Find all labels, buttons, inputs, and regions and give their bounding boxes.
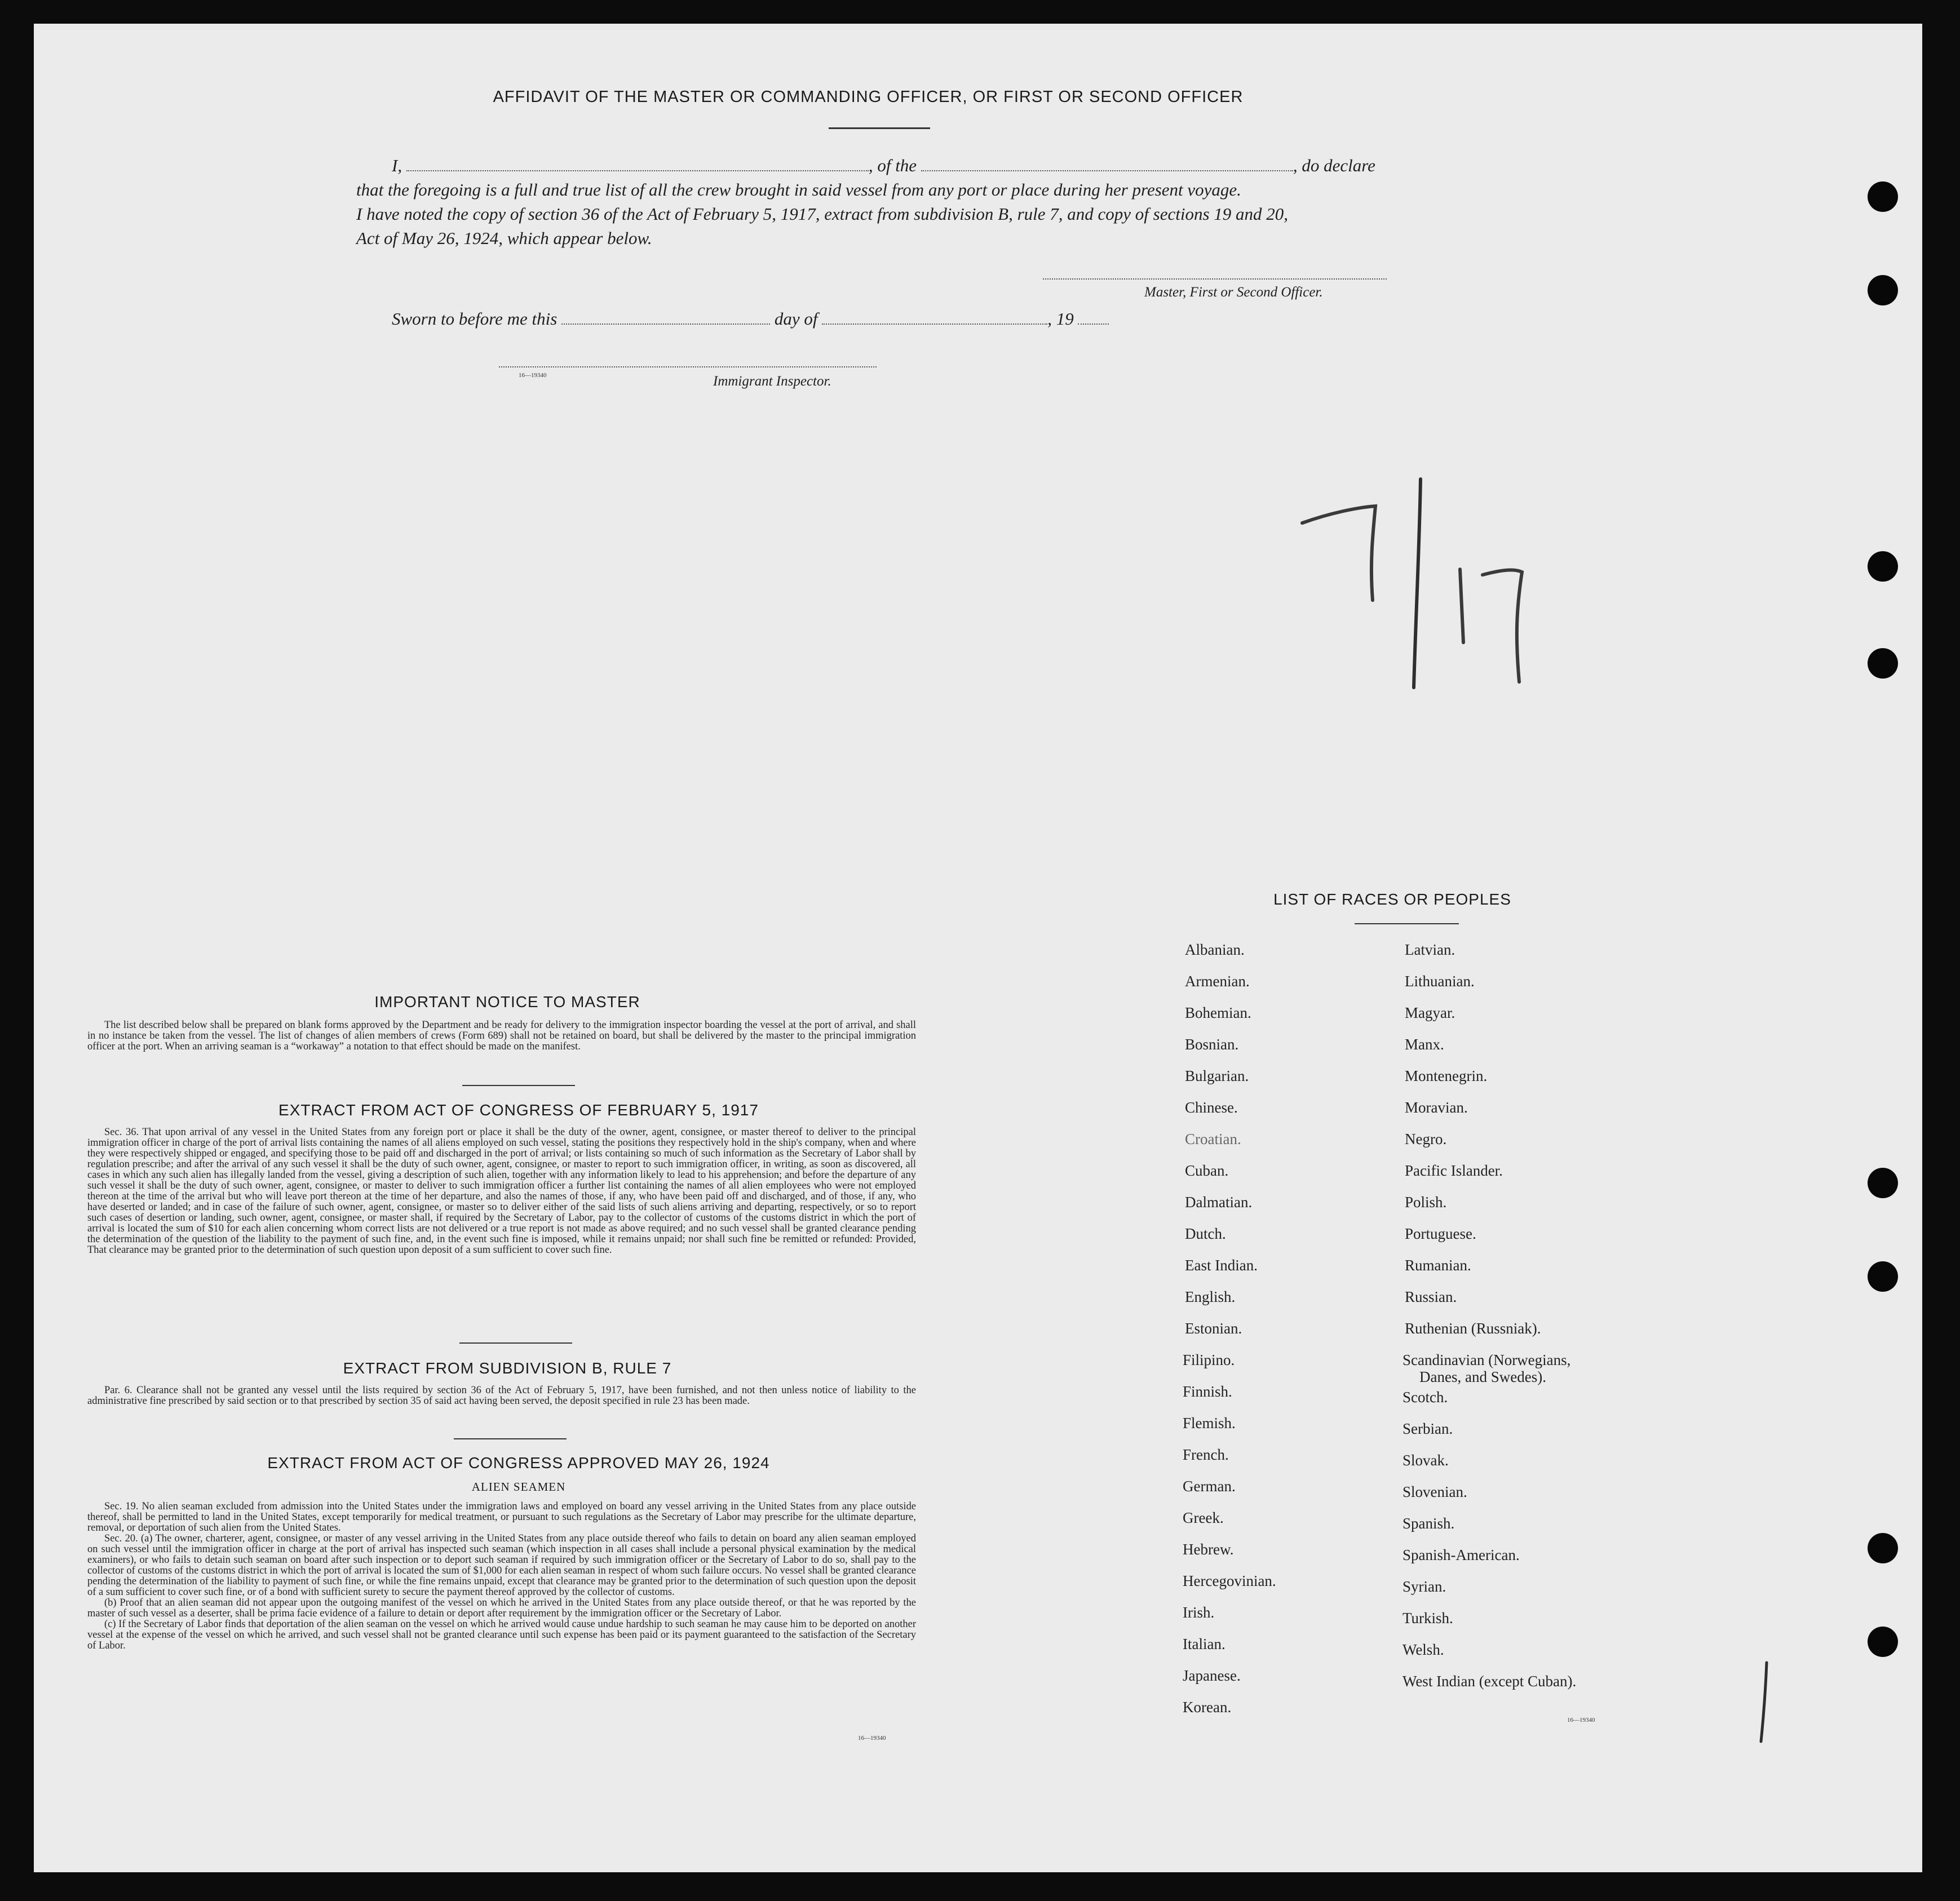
divider (1355, 923, 1459, 924)
race-item: Scandinavian (Norwegians, (1402, 1351, 1571, 1368)
race-item: Hercegovinian. (1183, 1572, 1276, 1589)
race-item: Bohemian. (1185, 1004, 1251, 1021)
affidavit-line-4: Act of May 26, 1924, which appear below. (356, 228, 652, 248)
inspector-signature-line[interactable] (499, 366, 877, 367)
race-item: Bosnian. (1185, 1036, 1239, 1053)
race-item: Scotch. (1402, 1389, 1448, 1406)
race-item: German. (1183, 1478, 1236, 1495)
race-item: Latvian. (1405, 941, 1455, 958)
race-item: Montenegrin. (1405, 1067, 1488, 1084)
handwritten-seven-2 (1483, 570, 1522, 682)
race-item: Pacific Islander. (1405, 1162, 1503, 1179)
punch-hole (1868, 275, 1898, 305)
sworn-line (392, 307, 1181, 331)
handwritten-one (1460, 569, 1463, 642)
race-item: Flemish. (1183, 1415, 1236, 1432)
notice-paragraph: The list described below shall be prepared on blank forms approved by the Department and be ready for delivery to the immigration inspector boarding the vessel at the port of arrival, and shall in no instance be taken from the vessel. The list of changes of alien members of crews (Form 689) shall not be retained on board, but shall be delivered by the master to the principal immigration officer at the port. When an arriving seaman is a “workaway” a notation to that effect should be made on the manifest. (87, 1020, 916, 1052)
race-item: Polish. (1405, 1194, 1447, 1211)
race-item: Syrian. (1402, 1578, 1446, 1595)
race-item: Moravian. (1405, 1099, 1468, 1116)
race-item: Korean. (1183, 1699, 1232, 1716)
race-item: Bulgarian. (1185, 1067, 1249, 1084)
extract-1924-text (87, 1501, 916, 1651)
form-number: 16—19340 (858, 1735, 886, 1742)
race-item: Lithuanian. (1405, 973, 1475, 990)
race-item: Slovenian. (1402, 1483, 1467, 1500)
sworn-year-field[interactable] (1078, 324, 1109, 325)
race-item: Danes, and Swedes). (1419, 1368, 1546, 1385)
sec-20a-paragraph: Sec. 20. (a) The owner, charterer, agent, consignee, or master of any vessel arriving in the United States from any place outside thereof who fails to detain on board any alien seaman employed on such vessel until the immigration officer in charge at the port of arrival has inspected such seaman (which inspection in all cases shall include a personal physical examination by the medical examiners), or who fails to detain such seaman on board after such inspection or to deport such seaman if required by such immigration officer or the Secretary of Labor to do so, shall pay to the collector of customs of the customs district in which the port of arrival is located the sum of $1,000 for each alien seaman in respect of whom such failure occurs. No vessel shall be granted clearance pending the determination of the liability to payment of such fine, or while the fine remains unpaid, except that clearance may be granted prior to the determination of such question upon the deposit of a sum sufficient to cover such fine, or of a bond with sufficient surety to secure the payment thereof approved by the collector of customs. (87, 1533, 916, 1598)
affidavit-of-the: , of the (868, 156, 917, 175)
extract-1924-heading: EXTRACT FROM ACT OF CONGRESS APPROVED MAY 26, 1924 (267, 1454, 770, 1472)
form-number: 16—19340 (519, 372, 547, 379)
punch-hole (1868, 1261, 1898, 1292)
race-item: Dutch. (1185, 1225, 1226, 1242)
name-field[interactable] (406, 170, 869, 171)
punch-hole (1868, 1168, 1898, 1198)
races-heading: LIST OF RACES OR PEOPLES (1273, 890, 1511, 908)
divider (459, 1342, 572, 1344)
race-item: Filipino. (1183, 1351, 1235, 1368)
handwritten-seven (1302, 506, 1375, 600)
race-item: English. (1185, 1288, 1236, 1305)
inspector-caption: Immigrant Inspector. (713, 374, 831, 389)
sworn-day-field[interactable] (561, 324, 770, 325)
sworn-prefix: Sworn to before me this (392, 309, 558, 329)
punch-hole (1868, 551, 1898, 582)
race-item: Portuguese. (1405, 1225, 1476, 1242)
handwritten-slash (1414, 479, 1421, 688)
sworn-year: , 19 (1047, 309, 1074, 329)
divider (829, 127, 930, 129)
punch-hole (1868, 1533, 1898, 1563)
race-item: French. (1183, 1446, 1229, 1463)
form-number: 16—19340 (1567, 1717, 1595, 1723)
sworn-month-field[interactable] (822, 324, 1047, 325)
race-item: Rumanian. (1405, 1257, 1471, 1274)
affidavit-heading: AFFIDAVIT OF THE MASTER OR COMMANDING OFFICER, OR FIRST OR SECOND OFFICER (493, 88, 1244, 106)
punch-hole (1868, 648, 1898, 679)
race-item: Russian. (1405, 1288, 1457, 1305)
race-item: Estonian. (1185, 1320, 1242, 1337)
race-item: Chinese. (1185, 1099, 1238, 1116)
divider (454, 1438, 567, 1439)
alien-seamen-subheading: ALIEN SEAMEN (471, 1480, 566, 1494)
divider (462, 1085, 575, 1086)
sec-20b-paragraph: (b) Proof that an alien seaman did not appear upon the outgoing manifest of the vessel on which he arrived in the United States from any place outside thereof, or that he was reported by the master of such vessel as a deserter, shall be prima facie evidence of a failure to detain or deport after requirement by the immigration officer or the Secretary of Labor. (87, 1597, 916, 1619)
sec-20c-paragraph: (c) If the Secretary of Labor finds that deportation of the alien seaman on the vessel on which he arrived would cause undue hardship to such seaman he may cause him to be deported on another vessel at the expense of the vessel on which he arrived, and such vessel shall not be granted clearance until such expense has been paid or its payment guaranteed to the satisfaction of the Secretary of Labor. (87, 1619, 916, 1651)
race-item: Dalmatian. (1185, 1194, 1253, 1211)
affidavit-line-3: I have noted the copy of section 36 of the Act of February 5, 1917, extract from subdivision B, rule 7, and copy of sections 19 and 20, (356, 204, 1289, 224)
punch-hole (1868, 1627, 1898, 1657)
race-item: East Indian. (1185, 1257, 1258, 1274)
extract-1917-paragraph: Sec. 36. That upon arrival of any vessel in the United States from any foreign port or place it shall be the duty of the owner, agent, consignee, or master thereof to deliver to the principal immigration officer in charge of the port of arrival lists containing the names of all aliens employed on such vessel, stating the positions they respectively hold in the ship's company, when and where they were respectively shipped or engaged, and specifying those to be paid off and discharged in the port of arrival; or lists containing so much of such information as the Secretary of Labor shall by regulation prescribe; and after the arrival of any such vessel it shall be the duty of such owner, agent, consignee, or master to report to such immigration officer, in writing, as soon as discovered, all cases in which any such alien has illegally landed from the vessel, giving a description of such alien, together with any information likely to lead to his apprehension; and before the departure of any such vessel it shall be the duty of such owner, agent, consignee, or master to deliver to such immigration officer a further list containing the names of all alien employees who were not employed thereon at the time of the arrival but who will leave port thereon at the time of her departure, and also the names of those, if any, who have been paid off and discharged, and of those, if any, who have deserted or landed; and in case of the failure of such owner, agent, consignee, or master so to deliver either of the said lists of such aliens arriving and departing, respectively, or so to report such cases of desertion or landing, such owner, agent, consignee, or master shall, if required by the Secretary of Labor, pay to the collector of customs of the customs district in which the port of arrival is located the sum of $10 for each alien concerning whom correct lists are not delivered or a true report is not made as above required; and no such vessel shall be granted clearance pending the determination of the question of the liability to the payment of such fine, and, in the event such fine is imposed, while it remains unpaid; nor shall such fine be remitted or refunded: Provided, That clearance may be granted prior to the determination of such question upon deposit of a sum sufficient to cover such fine. (87, 1127, 916, 1256)
race-item: Magyar. (1405, 1004, 1455, 1021)
race-item: Italian. (1183, 1636, 1225, 1652)
notice-text (87, 1020, 916, 1052)
extract-rule7-text (87, 1385, 916, 1407)
affidavit-line-1 (392, 153, 1406, 178)
race-item: Albanian. (1185, 941, 1245, 958)
race-item: Irish. (1183, 1604, 1215, 1621)
race-item: Armenian. (1185, 973, 1250, 990)
sec-19-paragraph: Sec. 19. No alien seaman excluded from admission into the United States under the immigration laws and employed on board any vessel arriving in the United States from any place outside thereof, shall be permitted to land in the United States, except temporarily for medical treatment, or pursuant to such regulations as the Secretary of Labor may prescribe for the ultimate departure, removal, or deportation of such alien from the United States. (87, 1501, 916, 1534)
affidavit-i: I, (392, 156, 402, 175)
handwritten-mark (1291, 473, 1550, 721)
race-item: West Indian (except Cuban). (1402, 1673, 1577, 1690)
affidavit-line-2: that the foregoing is a full and true list of all the crew brought in said vessel from any port or place during her present voyage. (356, 180, 1241, 200)
vessel-field[interactable] (921, 170, 1293, 171)
race-item: Spanish-American. (1402, 1546, 1520, 1563)
race-item: Negro. (1405, 1131, 1447, 1147)
race-item: Hebrew. (1183, 1541, 1234, 1558)
extract-1917-text (87, 1127, 916, 1256)
race-item: Slovak. (1402, 1452, 1449, 1469)
race-item: Japanese. (1183, 1667, 1241, 1684)
extract-rule7-heading: EXTRACT FROM SUBDIVISION B, RULE 7 (343, 1359, 672, 1377)
affidavit-declare: , do declare (1293, 156, 1375, 175)
extract-1917-heading: EXTRACT FROM ACT OF CONGRESS OF FEBRUARY 5, 1917 (278, 1101, 759, 1119)
race-item: Serbian. (1402, 1420, 1453, 1437)
notice-heading: IMPORTANT NOTICE TO MASTER (374, 993, 640, 1011)
signature-line[interactable] (1043, 278, 1387, 280)
race-item: Turkish. (1402, 1610, 1453, 1627)
race-item: Finnish. (1183, 1383, 1232, 1400)
sworn-day-of: day of (774, 309, 818, 329)
race-item: Manx. (1405, 1036, 1444, 1053)
race-item: Ruthenian (Russniak). (1405, 1320, 1541, 1337)
race-item: Croatian. (1185, 1131, 1241, 1147)
signature-caption: Master, First or Second Officer. (1144, 285, 1323, 300)
race-item: Greek. (1183, 1509, 1224, 1526)
handwritten-tick (1753, 1657, 1776, 1747)
race-item: Spanish. (1402, 1515, 1455, 1532)
extract-rule7-paragraph: Par. 6. Clearance shall not be granted any vessel until the lists required by section 36 of the Act of February 5, 1917, have been furnished, and not then unless notice of liability to the administrative fine prescribed by said section or to that prescribed by section 35 of said act having been served, the deposit specified in rule 23 has been made. (87, 1385, 916, 1407)
punch-hole (1868, 181, 1898, 212)
race-item: Cuban. (1185, 1162, 1229, 1179)
race-item: Welsh. (1402, 1641, 1444, 1658)
